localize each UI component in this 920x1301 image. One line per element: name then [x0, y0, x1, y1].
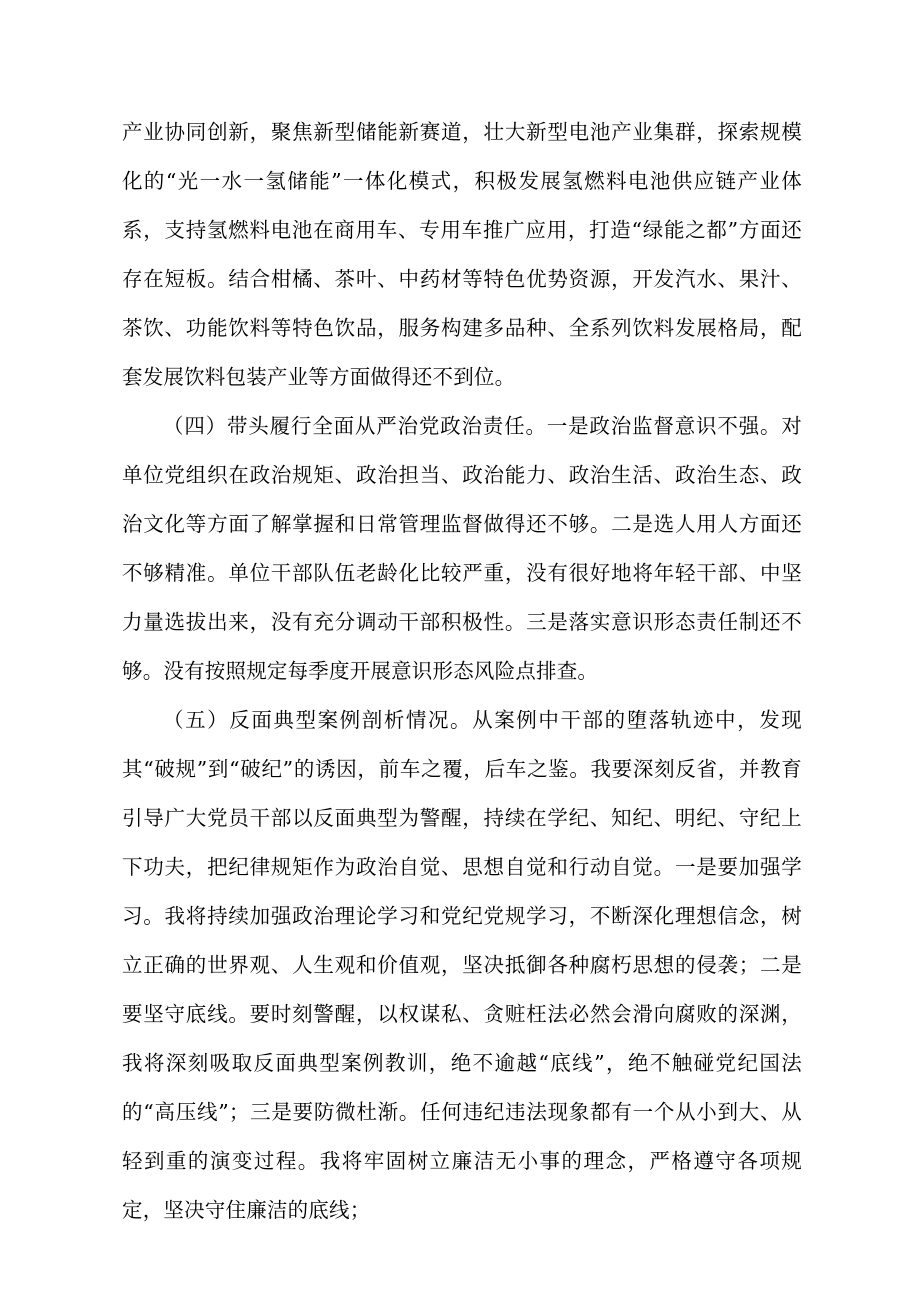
- paragraph-party-responsibility: （四）带头履行全面从严治党政治责任。一是政治监督意识不强。对单位党组织在政治规矩、政治担当、政治能力、政治生活、政治生态、政治文化等方面了解掌握和日常管理监督做得还不够。二是选人用人方面还不够精准。单位干部队伍老龄化比较严重，没有很好地将年轻干部、中坚力量选拔出来，没有充分调动干部积极性。三是落实意识形态责任制还不够。没有按照规定每季度开展意识形态风险点排查。: [122, 414, 802, 683]
- paragraph-industry-collaboration: 产业协同创新，聚焦新型储能新赛道，壮大新型电池产业集群，探索规模化的“光一水一氢储能”一体化模式，积极发展氢燃料电池供应链产业体系，支持氢燃料电池在商用车、专用车推广应用，打造“绿能之都”方面还存在短板。结合柑橘、茶叶、中药材等特色优势资源，开发汽水、果汁、茶饮、功能饮料等特色饮品，服务构建多品种、全系列饮料发展格局，配套发展饮料包装产业等方面做得还不到位。: [122, 120, 802, 389]
- document-body: [122, 108, 802, 1235]
- paragraph-negative-case-analysis: （五）反面典型案例剖析情况。从案例中干部的堕落轨迹中，发现其“破规”到“破纪”的诱因，前车之覆，后车之鉴。我要深刻反省，并教育引导广大党员干部以反面典型为警醒，持续在学纪、知纪、明纪、守纪上下功夫，把纪律规矩作为政治自觉、思想自觉和行动自觉。一是要加强学习。我将持续加强政治理论学习和党纪党规学习，不断深化理想信念，树立正确的世界观、人生观和价值观，坚决抵御各种腐朽思想的侵袭；二是要坚守底线。要时刻警醒，以权谋私、贪赃枉法必然会滑向腐败的深渊，我将深刻吸取反面典型案例教训，绝不逾越“底线”，绝不触碰党纪国法的“高压线”；三是要防微杜渐。任何违纪违法现象都有一个从小到大、从轻到重的演变过程。我将牢固树立廉洁无小事的理念，严格遵守各项规定，坚决守住廉洁的底线；: [122, 708, 802, 1222]
